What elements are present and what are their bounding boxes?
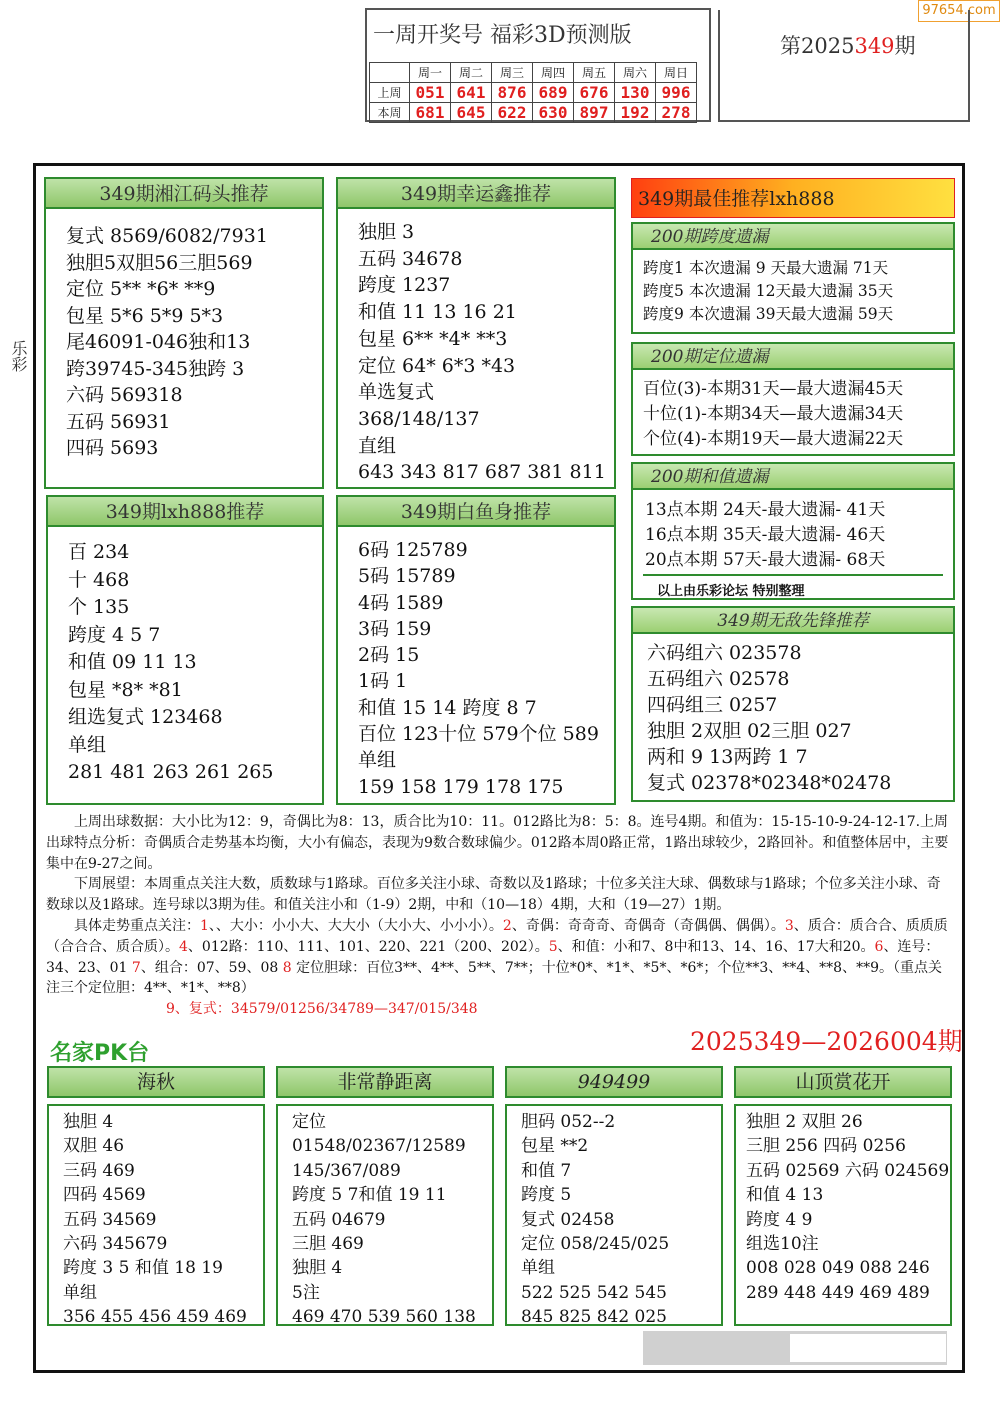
draw-number: 676: [574, 83, 615, 103]
box-footer: 以上由乐彩论坛 特别整理: [657, 584, 805, 599]
list-item: 281 481 263 261 265: [68, 761, 274, 783]
pk-lines: [63, 1110, 247, 1330]
box-lines: [647, 640, 947, 796]
pk-title: 山顶赏花开: [734, 1066, 952, 1098]
box-hunan: [44, 177, 324, 489]
list-item: 和值 09 11 13: [68, 651, 197, 673]
list-item: 六码 345679: [63, 1234, 168, 1255]
box-xingyun: [336, 177, 616, 489]
box-lines: [358, 537, 608, 800]
list-item: 独胆 2 双胆 26: [746, 1112, 863, 1132]
list-item: 单组: [63, 1282, 97, 1303]
list-item: 复式 02378*02348*02478: [647, 772, 892, 794]
pk-lines: [521, 1110, 669, 1330]
list-item: 和值 15 14 跨度 8 7: [358, 696, 537, 719]
list-item: 跨39745-345独跨 3: [66, 357, 245, 380]
pk-lines: [746, 1110, 949, 1305]
box-title: 349期白鱼身推荐: [338, 497, 614, 527]
day-header: 周六: [615, 63, 656, 83]
list-item: 跨度1 本次遗漏 9 天最大遗漏 71天: [643, 259, 889, 277]
list-item: 跨度 4 9: [746, 1209, 813, 1230]
list-item: 组选10注: [746, 1234, 819, 1255]
list-item: 16点本期 35天-最大遗漏- 46天: [645, 525, 886, 545]
pk-box-1: [47, 1066, 265, 1326]
list-item: 跨度 3 5 和值 18 19: [63, 1258, 223, 1279]
footer-bar-inner: [790, 1334, 946, 1362]
pk-box-3: [505, 1066, 723, 1326]
box-lines: [358, 219, 608, 486]
pk-section-label: 名家PK台: [50, 1041, 150, 1066]
draw-number: 630: [533, 103, 574, 123]
divider: [643, 574, 943, 576]
list-item: 01548/02367/12589: [292, 1136, 466, 1157]
list-item: 289 448 449 469 489: [746, 1282, 930, 1303]
box-lines: [68, 539, 316, 787]
list-item: 独胆 2双胆 02三胆 027: [647, 720, 852, 742]
list-item: 十位(1)-本期34天—最大遗漏34天: [643, 404, 904, 424]
list-item: 五码 34569: [63, 1209, 157, 1230]
pk-body: [505, 1104, 723, 1326]
box-lines: [66, 223, 316, 462]
period-number: 第2025349期: [780, 34, 916, 58]
list-item: 4码 1589: [358, 591, 444, 614]
list-item: 3码 159: [358, 617, 432, 640]
header-title: 一周开奖号 福彩3D预测版: [373, 23, 632, 48]
list-item: 20点本期 57天-最大遗漏- 68天: [645, 550, 886, 570]
pk-body: [734, 1104, 952, 1326]
box-title: 349期lxh888推荐: [48, 497, 322, 527]
side-label: 乐彩: [9, 340, 28, 372]
list-item: 两和 9 13两跨 1 7: [647, 746, 808, 768]
box-lines: [645, 498, 947, 573]
list-item: 159 158 179 178 175: [358, 775, 564, 798]
list-item: 13点本期 24天-最大遗漏- 41天: [645, 500, 886, 520]
list-item: 六码组六 023578: [647, 642, 802, 664]
list-item: 5码 15789: [358, 565, 456, 588]
list-item: 单组: [68, 733, 107, 756]
pk-box-4: [734, 1066, 952, 1326]
box-baiyu: [336, 495, 616, 805]
draw-number: 876: [492, 83, 533, 103]
list-item: 十 468: [68, 568, 130, 591]
list-item: 五码 34678: [358, 247, 463, 270]
list-item: 五码组六 02578: [647, 668, 790, 690]
pk-lines: [292, 1110, 476, 1330]
draw-number: 897: [574, 103, 615, 123]
analysis-paragraph: 具体走势重点关注：1、、大小：小小大、大大小（大小大、小小小）。2、奇偶：奇奇奇、奇偶奇（奇偶偶、偶偶）。3、质合：质合合、质质质（合合合、质合质）。4、012路：110、111、101、220、221（200、202）。5、和值：小和7、8中和13、14、16、17大和20。6、连号：34、23、01 7、组合：07、59、08 8 定位胆球：百位3**、4**、5**、7**；十位*0*、*1*、*5*、*6*；个位**3、**4、**8、**9。（重点关注三个定位胆：4**、*1*、**8）: [46, 917, 948, 997]
list-item: 356 455 456 459 469: [63, 1307, 247, 1328]
list-item: 个位(4)-本期19天—最大遗漏22天: [643, 429, 904, 449]
list-item: 定位 5** *6* **9: [66, 278, 216, 300]
day-header: 周四: [533, 63, 574, 83]
list-item: 百位(3)-本期31天—最大遗漏45天: [643, 379, 904, 399]
list-item: 三胆 256 四码 0256: [746, 1136, 906, 1157]
pk-body: [276, 1104, 494, 1326]
list-item: 跨度 4 5 7: [68, 623, 161, 646]
list-item: 和值 4 13: [746, 1185, 824, 1206]
list-item: 直组: [358, 434, 397, 457]
draw-number: 051: [410, 83, 451, 103]
draw-number: 689: [533, 83, 574, 103]
list-item: 复式 02458: [521, 1209, 615, 1230]
list-item: 独胆5双胆56三胆569: [66, 251, 253, 274]
table-header-row: [370, 63, 697, 83]
list-item: 跨度 1237: [358, 274, 451, 297]
list-item: 胆码 052--2: [521, 1112, 616, 1132]
table-row: [370, 103, 697, 123]
box-title: 200期跨度遗漏: [633, 224, 953, 250]
list-item: 百 234: [68, 541, 130, 563]
box-title: 349期无敌先锋推荐: [633, 608, 953, 634]
list-item: 独胆 4: [292, 1258, 343, 1279]
table-row: [370, 83, 697, 103]
draw-number: 130: [615, 83, 656, 103]
list-item: 复式 8569/6082/7931: [66, 225, 268, 247]
weekly-draw-table: [369, 62, 697, 123]
pk-body: [47, 1104, 265, 1326]
box-lines: [643, 377, 947, 452]
list-item: 跨度5 本次遗漏 12天最大遗漏 35天: [643, 282, 894, 300]
analysis-compound: 9、复式：34579/01256/34789—347/015/348: [166, 1001, 478, 1018]
box-title: 200期定位遗漏: [633, 344, 953, 370]
site-watermark: 97654.com: [918, 0, 1000, 22]
box-title: 200期和值遗漏: [633, 464, 953, 490]
analysis-text: [46, 812, 954, 1020]
list-item: 5注: [292, 1282, 320, 1303]
period-range: 2025349—2026004期: [690, 1027, 963, 1056]
draw-number: 278: [656, 103, 697, 123]
list-item: 百位 123十位 579个位 589: [358, 723, 599, 746]
period-box: [718, 10, 970, 122]
list-item: 五码 02569 六码 024569: [746, 1160, 950, 1181]
day-header: 周一: [410, 63, 451, 83]
list-item: 包星 **2: [521, 1136, 589, 1157]
list-item: 定位: [292, 1112, 326, 1132]
list-item: 包星 *8* *81: [68, 678, 183, 701]
list-item: 单组: [358, 749, 397, 772]
list-item: 五码 56931: [66, 410, 171, 433]
pk-box-2: [276, 1066, 494, 1326]
list-item: 469 470 539 560 138: [292, 1307, 476, 1328]
list-item: 独胆 3: [358, 221, 415, 243]
list-item: 四码组三 0257: [647, 694, 778, 716]
row-label: 本周: [370, 103, 410, 123]
list-item: 六码 569318: [66, 384, 183, 406]
list-item: 2码 15: [358, 644, 420, 667]
list-item: 尾46091-046独和13: [66, 331, 251, 353]
list-item: 368/148/137: [358, 407, 480, 430]
pk-title: 海秋: [47, 1066, 265, 1098]
day-header: 周三: [492, 63, 533, 83]
list-item: 008 028 049 088 246: [746, 1258, 930, 1279]
draw-number: 622: [492, 103, 533, 123]
list-item: 三胆 469: [292, 1234, 364, 1255]
day-header: 周五: [574, 63, 615, 83]
box-span-omission: [631, 222, 955, 334]
list-item: 四码 4569: [63, 1185, 146, 1206]
list-item: 组选复式 123468: [68, 706, 223, 728]
list-item: 三码 469: [63, 1160, 135, 1181]
box-title: 349期幸运鑫推荐: [338, 179, 614, 209]
weekly-draw-header: [365, 8, 711, 122]
list-item: 双胆 46: [63, 1136, 125, 1157]
pk-title: 949499: [505, 1066, 723, 1098]
draw-number: 192: [615, 103, 656, 123]
best-recommend-banner: 349期最佳推荐lxh888: [631, 178, 955, 218]
list-item: 包星 6** *4* **3: [358, 327, 508, 350]
list-item: 单组: [521, 1258, 555, 1279]
draw-number: 996: [656, 83, 697, 103]
box-title: 349期湘江码头推荐: [46, 179, 322, 209]
box-position-omission: [631, 342, 955, 456]
list-item: 包星 5*6 5*9 5*3: [66, 304, 224, 327]
list-item: 145/367/089: [292, 1160, 401, 1181]
list-item: 6码 125789: [358, 539, 468, 561]
box-xianfeng: [631, 606, 955, 802]
list-item: 定位 64* 6*3 *43: [358, 354, 516, 377]
box-sum-omission: [631, 462, 955, 600]
box-lxh: [46, 495, 324, 805]
list-item: 跨度 5: [521, 1185, 572, 1206]
day-header: 周日: [656, 63, 697, 83]
list-item: 跨度 5 7和值 19 11: [292, 1185, 447, 1206]
list-item: 单选复式: [358, 381, 435, 404]
list-item: 1码 1: [358, 670, 408, 693]
draw-number: 681: [410, 103, 451, 123]
list-item: 845 825 842 025: [521, 1307, 668, 1328]
list-item: 五码 04679: [292, 1209, 386, 1230]
box-lines: [643, 257, 947, 326]
list-item: 643 343 817 687 381 811: [358, 461, 606, 484]
analysis-paragraph: 上周出球数据：大小比为12：9，奇偶比为8：13，质合比为10：11。012路比为8：5：8。连号4期。和值为：15-15-10-9-24-12-17.上周出球特点分析：奇偶质合走势基本均衡，大小有偏态，表现为9数合数球偏少。012路本周0路正常，1路出球较少，2路回补。和值整体居中，主要集中在9-27之间。: [46, 814, 949, 872]
list-item: 和值 11 13 16 21: [358, 301, 517, 324]
list-item: 独胆 4: [63, 1112, 114, 1132]
row-label: 上周: [370, 83, 410, 103]
draw-number: 645: [451, 103, 492, 123]
list-item: 522 525 542 545: [521, 1282, 668, 1303]
list-item: 跨度9 本次遗漏 39天最大遗漏 59天: [643, 305, 894, 323]
list-item: 个 135: [68, 596, 130, 618]
analysis-paragraph: 下周展望：本周重点关注大数，质数球与1路球。百位多关注小球、奇数以及1路球；十位多关注大球、偶数球与1路球；个位多关注小球、奇数球以及1路球。连号球以3期为佳。和值关注小和（1-9）2期，中和（10—18）4期，大和（19—27）1期。: [46, 876, 941, 914]
day-header: 周二: [451, 63, 492, 83]
list-item: 定位 058/245/025: [521, 1234, 670, 1255]
draw-number: 641: [451, 83, 492, 103]
list-item: 和值 7: [521, 1160, 572, 1181]
pk-title: 非常静距离: [276, 1066, 494, 1098]
list-item: 四码 5693: [66, 437, 159, 459]
